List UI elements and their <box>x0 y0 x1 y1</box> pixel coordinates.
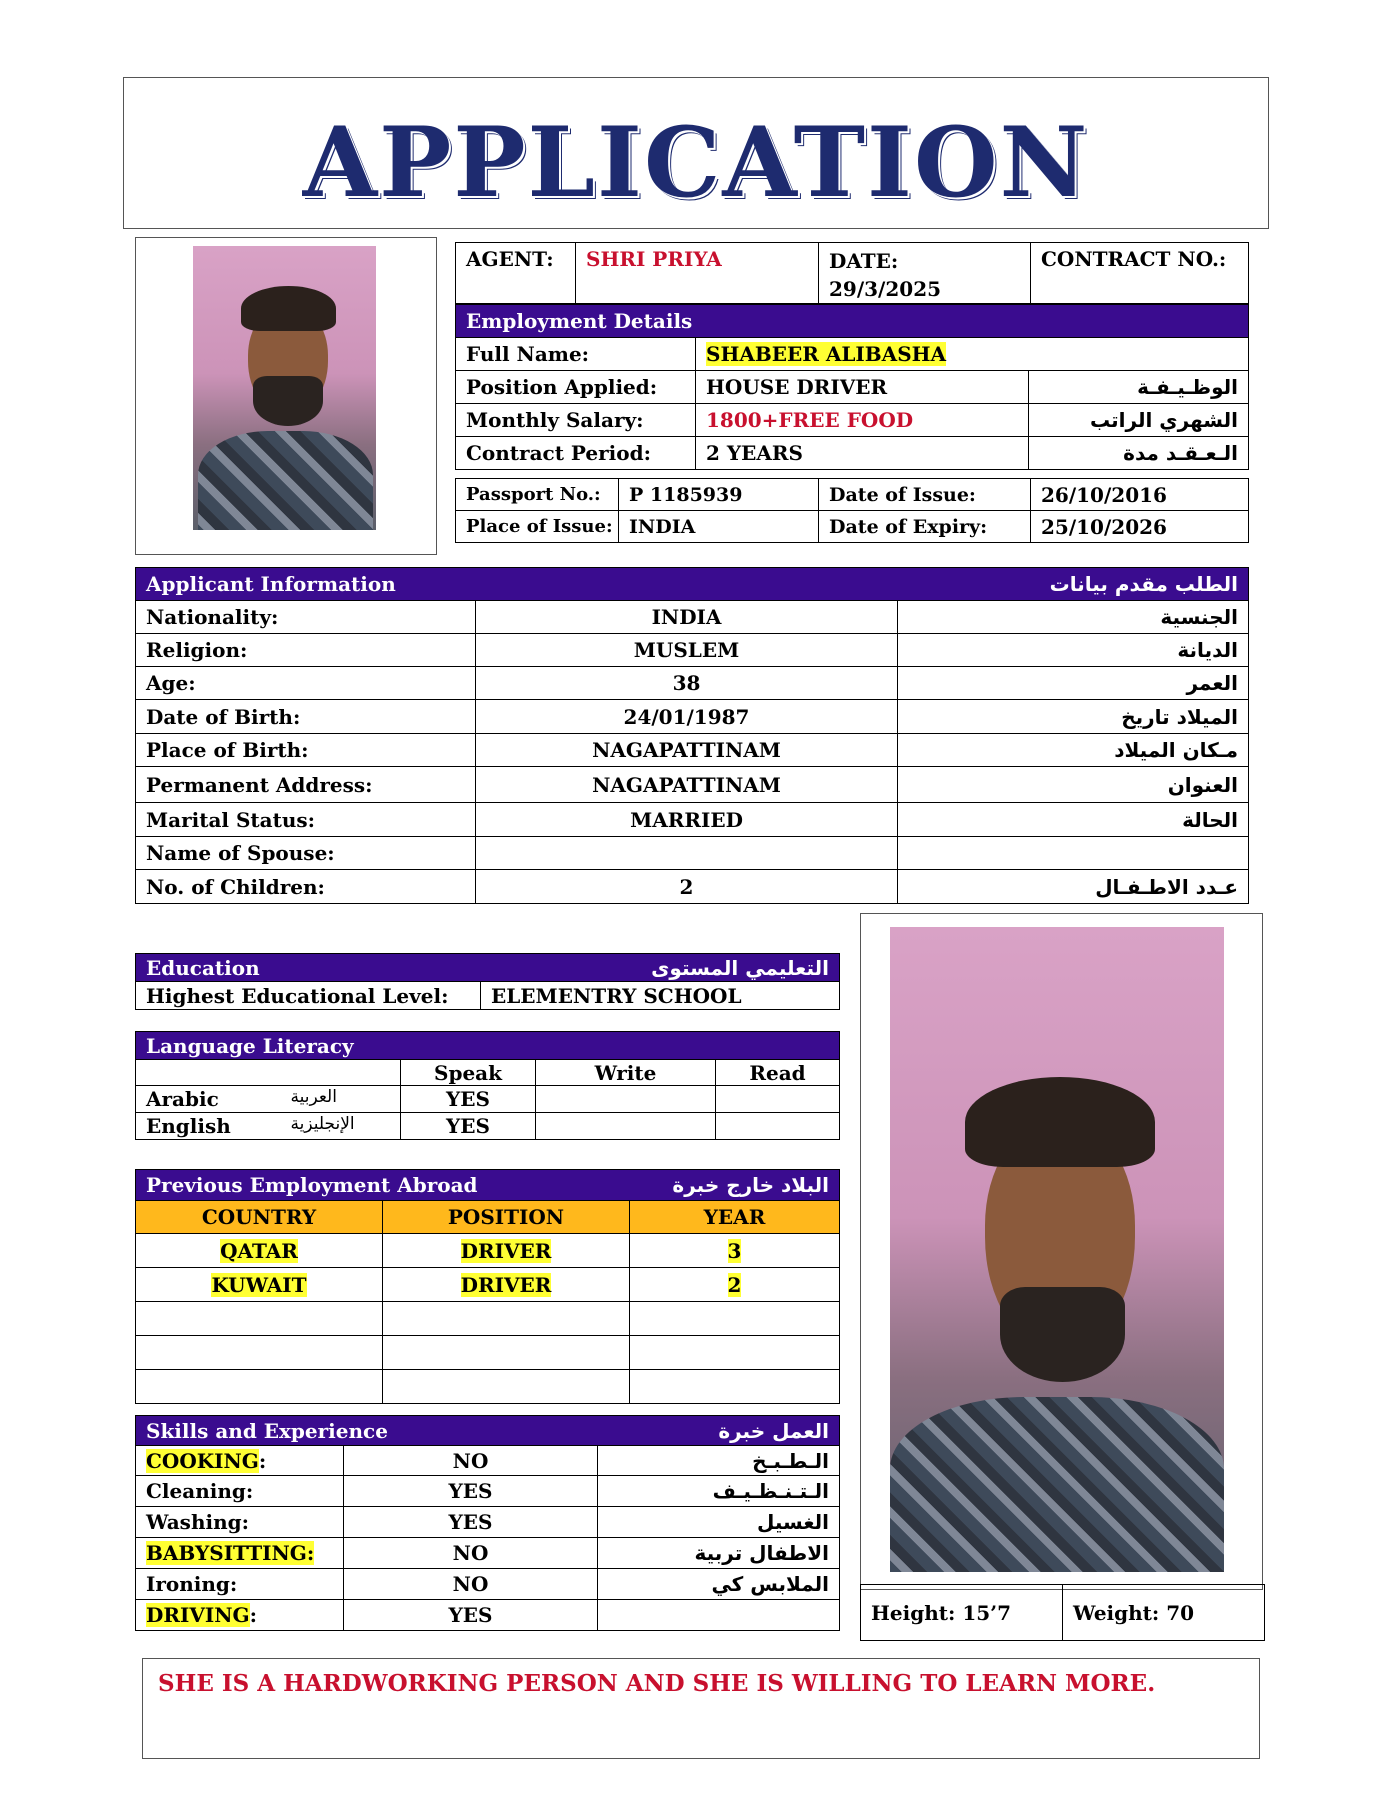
applicant-heading: Applicant Information <box>136 568 898 601</box>
country-header: COUNTRY <box>136 1201 383 1234</box>
language-name-ar: العربية <box>290 1087 337 1107</box>
row-value: NAGAPATTINAM <box>476 767 898 803</box>
education-table <box>135 953 840 1010</box>
skill-value: YES <box>344 1600 598 1631</box>
table-row <box>136 767 1249 803</box>
applicant-table <box>135 567 1249 904</box>
write-value <box>536 1086 716 1113</box>
language-blank-header <box>136 1060 401 1086</box>
title-box <box>123 77 1269 229</box>
previous-heading-ar: البلاد خارج خبرة <box>630 1170 840 1201</box>
date-label: DATE: <box>829 249 899 273</box>
language-name-cell <box>136 1086 401 1113</box>
row-value: 38 <box>476 667 898 700</box>
applicant-heading-ar: الطلب مقدم بيانات <box>898 568 1249 601</box>
row-label: Nationality: <box>136 601 476 634</box>
height-value: Height: 15’7 <box>861 1585 1063 1641</box>
write-value <box>536 1113 716 1140</box>
skill-label-cell <box>136 1538 344 1569</box>
row-label: Place of Birth: <box>136 734 476 767</box>
speak-value: YES <box>401 1086 536 1113</box>
row-ar: العمر <box>898 667 1249 700</box>
table-row <box>136 1336 840 1370</box>
year-cell <box>630 1234 840 1268</box>
row-label: Religion: <box>136 634 476 667</box>
skill-label: COOKING <box>146 1448 259 1473</box>
full-name-label: Full Name: <box>456 338 696 371</box>
row-value: 2 <box>476 870 898 904</box>
skills-heading: Skills and Experience <box>136 1416 598 1446</box>
row-ar: الميلاد تاريخ <box>898 700 1249 734</box>
position-value: DRIVER <box>460 1272 552 1297</box>
issue-date-label: Date of Issue: <box>819 479 1031 511</box>
year-value: 3 <box>727 1238 742 1263</box>
expiry-value: 25/10/2026 <box>1031 511 1249 543</box>
table-row <box>136 601 1249 634</box>
table-row <box>136 634 1249 667</box>
speak-header: Speak <box>401 1060 536 1086</box>
expiry-label: Date of Expiry: <box>819 511 1031 543</box>
skill-suffix: : <box>258 1448 267 1473</box>
row-ar <box>898 837 1249 870</box>
remarks-box <box>142 1658 1260 1759</box>
full-name-cell <box>696 338 1249 371</box>
skill-label: Ironing: <box>136 1569 344 1600</box>
table-row <box>136 1370 840 1404</box>
table-row <box>136 734 1249 767</box>
salary-label: Monthly Salary: <box>456 404 696 437</box>
skill-value: NO <box>344 1569 598 1600</box>
education-level-value: ELEMENTRY SCHOOL <box>481 982 840 1010</box>
table-row <box>136 1507 840 1538</box>
table-row <box>136 1569 840 1600</box>
previous-employment-table <box>135 1169 840 1404</box>
skill-value: NO <box>344 1538 598 1569</box>
salary-value: 1800+FREE FOOD <box>696 404 1029 437</box>
table-row <box>136 1113 840 1140</box>
skill-ar: الـطـبـخ <box>598 1446 840 1476</box>
read-value <box>716 1113 840 1140</box>
place-issue-label: Place of Issue: <box>456 511 619 543</box>
country-value <box>136 1336 383 1370</box>
skill-ar: الملابس كي <box>598 1569 840 1600</box>
language-name: English <box>146 1114 231 1138</box>
position-header: POSITION <box>383 1201 630 1234</box>
skill-label-cell <box>136 1446 344 1476</box>
position-value: HOUSE DRIVER <box>696 371 1029 404</box>
table-row <box>136 870 1249 904</box>
row-value: 24/01/1987 <box>476 700 898 734</box>
country-value: QATAR <box>220 1238 298 1263</box>
table-row <box>136 1086 840 1113</box>
education-heading: Education <box>136 954 481 982</box>
row-label: No. of Children: <box>136 870 476 904</box>
row-ar: الديانة <box>898 634 1249 667</box>
remarks-text: SHE IS A HARDWORKING PERSON AND SHE IS WILLING TO LEARN MORE. <box>158 1670 1156 1697</box>
read-header: Read <box>716 1060 840 1086</box>
year-value <box>630 1302 840 1336</box>
issue-date-value: 26/10/2016 <box>1031 479 1249 511</box>
row-label: Age: <box>136 667 476 700</box>
full-name-value: SHABEER ALIBASHA <box>706 342 947 366</box>
language-heading: Language Literacy <box>136 1032 840 1060</box>
position-cell <box>383 1234 630 1268</box>
period-value: 2 YEARS <box>696 437 1029 470</box>
small-photo-frame <box>135 237 437 555</box>
row-value: MARRIED <box>476 803 898 837</box>
agent-table <box>455 242 1249 304</box>
skill-value: NO <box>344 1446 598 1476</box>
salary-ar: الشهري الراتب <box>1029 404 1249 437</box>
row-value: INDIA <box>476 601 898 634</box>
passport-no-value: P 1185939 <box>619 479 819 511</box>
country-value <box>136 1370 383 1404</box>
agent-value: SHRI PRIYA <box>576 243 819 304</box>
row-label: Name of Spouse: <box>136 837 476 870</box>
skill-value: YES <box>344 1507 598 1538</box>
language-name-ar: الإنجليزية <box>290 1114 355 1134</box>
write-header: Write <box>536 1060 716 1086</box>
row-ar: الحالة <box>898 803 1249 837</box>
row-value: NAGAPATTINAM <box>476 734 898 767</box>
period-label: Contract Period: <box>456 437 696 470</box>
table-row <box>136 1476 840 1507</box>
passport-table <box>455 478 1249 543</box>
skill-ar <box>598 1600 840 1631</box>
row-value <box>476 837 898 870</box>
skill-ar: الاطفال تربية <box>598 1538 840 1569</box>
table-row <box>136 803 1249 837</box>
language-name-cell <box>136 1113 401 1140</box>
row-value: MUSLEM <box>476 634 898 667</box>
year-header: YEAR <box>630 1201 840 1234</box>
position-value <box>383 1302 630 1336</box>
table-row <box>136 1446 840 1476</box>
skill-label: Washing: <box>136 1507 344 1538</box>
row-ar: عـدد الاطـفـال <box>898 870 1249 904</box>
applicant-photo-large <box>890 927 1224 1572</box>
position-value <box>383 1370 630 1404</box>
table-row <box>136 700 1249 734</box>
employment-heading: Employment Details <box>456 305 1249 338</box>
passport-no-label: Passport No.: <box>456 479 619 511</box>
table-row <box>136 837 1249 870</box>
table-row <box>136 1234 840 1268</box>
skill-value: YES <box>344 1476 598 1507</box>
row-ar: مـكان الميلاد <box>898 734 1249 767</box>
skill-label: DRIVING <box>146 1603 250 1627</box>
row-label: Marital Status: <box>136 803 476 837</box>
row-ar: العنوان <box>898 767 1249 803</box>
education-level-label: Highest Educational Level: <box>136 982 481 1010</box>
year-value <box>630 1370 840 1404</box>
table-row <box>136 1600 840 1631</box>
skills-table <box>135 1415 840 1631</box>
skill-label-cell <box>136 1600 344 1631</box>
table-row <box>136 667 1249 700</box>
country-cell <box>136 1234 383 1268</box>
skills-heading-ar: العمل خبرة <box>598 1416 840 1446</box>
row-ar: الجنسية <box>898 601 1249 634</box>
position-cell <box>383 1268 630 1302</box>
position-value: DRIVER <box>460 1238 552 1263</box>
country-cell <box>136 1268 383 1302</box>
country-value <box>136 1302 383 1336</box>
row-label: Date of Birth: <box>136 700 476 734</box>
previous-heading: Previous Employment Abroad <box>136 1170 630 1201</box>
read-value <box>716 1086 840 1113</box>
place-issue-value: INDIA <box>619 511 819 543</box>
date-value: 29/3/2025 <box>829 277 942 301</box>
date-cell <box>819 243 1031 304</box>
weight-value: Weight: 70 <box>1063 1585 1265 1641</box>
agent-label: AGENT: <box>456 243 576 304</box>
skill-suffix: : <box>249 1603 257 1627</box>
skill-ar: الـتـنـظـيـف <box>598 1476 840 1507</box>
position-value <box>383 1336 630 1370</box>
language-name: Arabic <box>146 1087 219 1111</box>
skill-ar: الغسيل <box>598 1507 840 1538</box>
education-heading-ar: التعليمي المستوى <box>481 954 840 982</box>
skill-label: BABYSITTING: <box>146 1541 315 1565</box>
year-value: 2 <box>727 1272 742 1297</box>
skill-label: Cleaning: <box>136 1476 344 1507</box>
year-value <box>630 1336 840 1370</box>
language-table <box>135 1031 840 1140</box>
row-label: Permanent Address: <box>136 767 476 803</box>
position-label: Position Applied: <box>456 371 696 404</box>
table-row <box>136 1302 840 1336</box>
table-row <box>136 1268 840 1302</box>
position-ar: الوظـيـفـة <box>1029 371 1249 404</box>
applicant-photo-small <box>193 246 376 530</box>
table-row <box>136 1538 840 1569</box>
page-title: APPLICATION <box>302 106 1090 219</box>
country-value: KUWAIT <box>211 1272 307 1297</box>
period-ar: الـعـقـد مدة <box>1029 437 1249 470</box>
measurements-table <box>860 1584 1265 1641</box>
large-photo-frame <box>860 913 1263 1625</box>
speak-value: YES <box>401 1113 536 1140</box>
year-cell <box>630 1268 840 1302</box>
contract-label: CONTRACT NO.: <box>1031 243 1249 304</box>
employment-table <box>455 304 1249 470</box>
